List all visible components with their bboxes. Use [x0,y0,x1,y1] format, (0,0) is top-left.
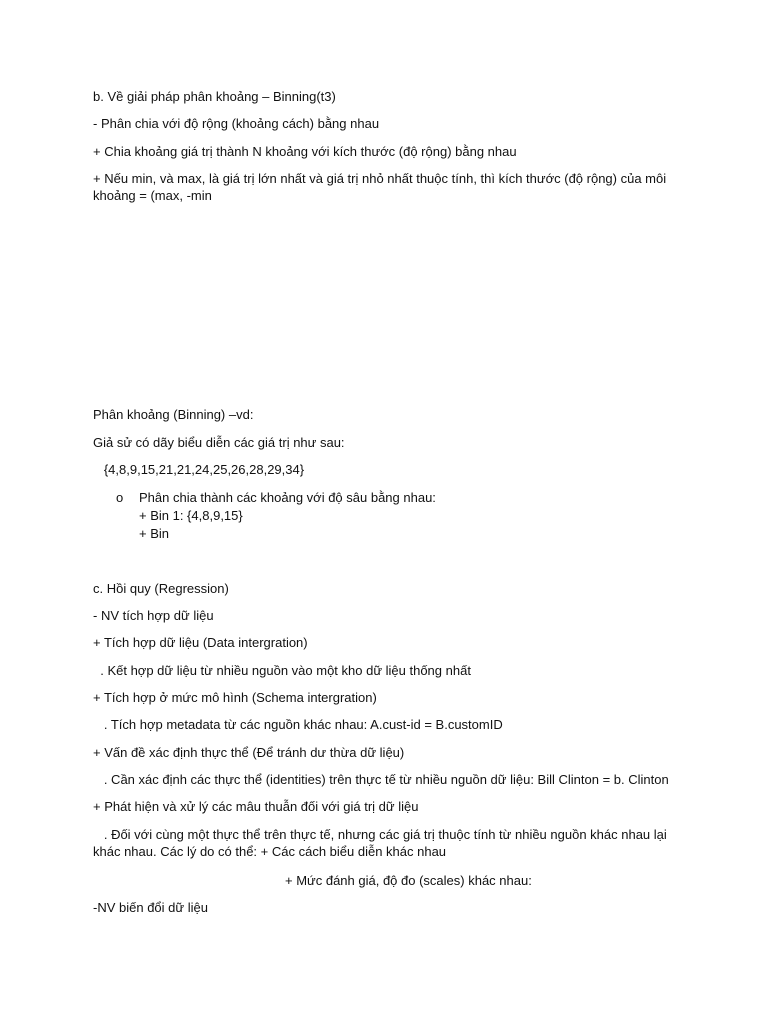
section-c-line-5: . Tích hợp metadata từ các nguồn khác nhau: A.cust-id = B.customID [93,717,503,732]
example-intro: Giả sử có dãy biểu diễn các giá trị như sau: [93,435,345,450]
section-c-line-8: + Phát hiện và xử lý các mâu thuẫn đối với giá trị dữ liệu [93,799,419,814]
section-c-line-11: -NV biến đổi dữ liệu [93,900,208,915]
section-c-line-9: . Đối với cùng một thực thể trên thực tế, nhưng các giá trị thuộc tính từ nhiều nguồn khác nhau lại khác nhau. Các lý do có thể: + Các cách biểu diễn khác nhau [93,827,671,859]
section-b-heading: b. Về giải pháp phân khoảng – Binning(t3) [93,89,336,104]
bin-2: + Bin [139,526,169,541]
section-c-line-7: . Cần xác định các thực thể (identities) trên thực tế từ nhiều nguồn dữ liệu: Bill Clinton = b. Clinton [93,772,669,787]
section-c-line-4: + Tích hợp ở mức mô hình (Schema intergration) [93,690,377,705]
bin-1: + Bin 1: {4,8,9,15} [139,508,243,523]
section-b-line-1: - Phân chia với độ rộng (khoảng cách) bằng nhau [93,116,380,131]
bullet-marker: o [116,490,124,505]
section-c-line-2: + Tích hợp dữ liệu (Data intergration) [93,635,308,650]
section-b-line-3: + Nếu min, và max, là giá trị lớn nhất và giá trị nhỏ nhất thuộc tính, thì kích thước (độ rộng) của môi khoảng = (max, -min [93,171,667,203]
section-c-line-6: + Vấn đề xác định thực thể (Để tránh dư thừa dữ liệu) [93,745,405,760]
example-values: {4,8,9,15,21,21,24,25,26,28,29,34} [93,462,305,477]
section-c-line-1: - NV tích hợp dữ liệu [93,608,214,623]
example-heading: Phân khoảng (Binning) –vd: [93,407,254,422]
bullet-text: Phân chia thành các khoảng với độ sâu bằng nhau: [139,490,436,505]
section-c-line-3: . Kết hợp dữ liệu từ nhiều nguồn vào một kho dữ liệu thống nhất [93,663,471,678]
section-b-line-2: + Chia khoảng giá trị thành N khoảng với kích thước (độ rộng) bằng nhau [93,144,517,159]
section-c-heading: c. Hồi quy (Regression) [93,581,229,596]
section-c-line-10: + Mức đánh giá, độ đo (scales) khác nhau: [285,873,532,888]
